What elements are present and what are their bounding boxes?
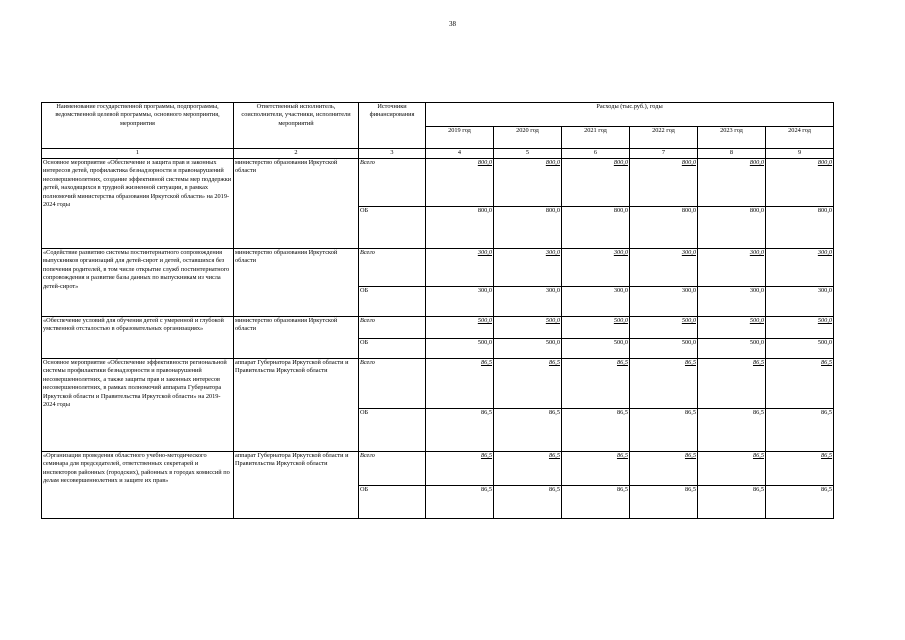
measure-name: «Организация проведения областного учебно-методического семинара для председателей, ответственных секретарей и инспекторов районных (городских), районных в городах комиссий по делам несовершеннолетних и защите их прав» (42, 452, 234, 519)
total-value: 86,5 (766, 359, 834, 409)
program-row-total (42, 359, 834, 409)
total-value: 500,0 (698, 317, 766, 339)
ob-value: 300,0 (426, 287, 494, 317)
ob-value: 86,5 (766, 486, 834, 519)
column-number: 3 (359, 149, 426, 159)
total-value: 800,0 (494, 159, 562, 207)
budget-table (41, 102, 834, 519)
ob-value: 86,5 (494, 409, 562, 452)
column-number: 1 (42, 149, 234, 159)
page-number: 38 (449, 20, 456, 28)
total-value: 86,5 (494, 452, 562, 486)
column-number: 8 (698, 149, 766, 159)
header-year: 2021 год (562, 127, 630, 149)
total-value: 300,0 (562, 249, 630, 287)
ob-value: 500,0 (698, 339, 766, 359)
column-number: 4 (426, 149, 494, 159)
executor: аппарат Губернатора Иркутской области и Правительства Иркутской области (234, 359, 359, 452)
total-value: 300,0 (426, 249, 494, 287)
total-value: 500,0 (494, 317, 562, 339)
column-number: 6 (562, 149, 630, 159)
ob-value: 800,0 (766, 207, 834, 249)
header-year: 2022 год (630, 127, 698, 149)
column-number: 9 (766, 149, 834, 159)
column-number: 2 (234, 149, 359, 159)
total-value: 86,5 (630, 359, 698, 409)
source-total: Всего (359, 249, 426, 287)
header-year: 2023 год (698, 127, 766, 149)
total-value: 300,0 (766, 249, 834, 287)
total-value: 800,0 (562, 159, 630, 207)
ob-value: 86,5 (562, 409, 630, 452)
total-value: 800,0 (766, 159, 834, 207)
source-total: Всего (359, 317, 426, 339)
ob-value: 86,5 (494, 486, 562, 519)
program-row-total (42, 159, 834, 207)
source-ob: ОБ (359, 339, 426, 359)
executor: аппарат Губернатора Иркутской области и Правительства Иркутской области (234, 452, 359, 519)
total-value: 500,0 (630, 317, 698, 339)
header-year: 2020 год (494, 127, 562, 149)
total-value: 300,0 (630, 249, 698, 287)
source-ob: ОБ (359, 207, 426, 249)
ob-value: 800,0 (630, 207, 698, 249)
ob-value: 500,0 (630, 339, 698, 359)
program-row-total (42, 249, 834, 287)
total-value: 86,5 (426, 359, 494, 409)
total-value: 86,5 (698, 452, 766, 486)
measure-name: «Содействие развитию системы постинтернатного сопровождения выпускников организаций для детей-сирот и детей, оставшихся без попечения родителей, в том числе открытие служб постинтернатного сопровождения и развитие базы данных по выпускникам из числа детей-сирот» (42, 249, 234, 317)
ob-value: 300,0 (698, 287, 766, 317)
ob-value: 800,0 (562, 207, 630, 249)
measure-name: «Обеспечение условий для обучения детей с умеренной и глубокой умственной отсталостью в образовательных организациях» (42, 317, 234, 359)
ob-value: 86,5 (562, 486, 630, 519)
total-value: 500,0 (766, 317, 834, 339)
column-number: 5 (494, 149, 562, 159)
header-executor: Ответственный исполнитель, соисполнители, участники, исполнители мероприятий (234, 103, 359, 149)
ob-value: 500,0 (494, 339, 562, 359)
total-value: 86,5 (766, 452, 834, 486)
program-row-total (42, 452, 834, 486)
ob-value: 86,5 (426, 409, 494, 452)
header-year: 2019 год (426, 127, 494, 149)
total-value: 500,0 (562, 317, 630, 339)
ob-value: 300,0 (562, 287, 630, 317)
ob-value: 800,0 (698, 207, 766, 249)
ob-value: 300,0 (630, 287, 698, 317)
total-value: 86,5 (562, 359, 630, 409)
source-total: Всего (359, 159, 426, 207)
total-value: 800,0 (698, 159, 766, 207)
ob-value: 800,0 (494, 207, 562, 249)
ob-value: 800,0 (426, 207, 494, 249)
ob-value: 86,5 (426, 486, 494, 519)
ob-value: 500,0 (426, 339, 494, 359)
total-value: 86,5 (562, 452, 630, 486)
header-expenses: Расходы (тыс.руб.), годы (426, 103, 834, 127)
total-value: 300,0 (494, 249, 562, 287)
ob-value: 500,0 (766, 339, 834, 359)
total-value: 86,5 (494, 359, 562, 409)
total-value: 86,5 (698, 359, 766, 409)
ob-value: 86,5 (698, 409, 766, 452)
program-row-total (42, 317, 834, 339)
ob-value: 86,5 (630, 486, 698, 519)
total-value: 300,0 (698, 249, 766, 287)
total-value: 800,0 (426, 159, 494, 207)
executor: министерство образования Иркутской области (234, 317, 359, 359)
ob-value: 300,0 (494, 287, 562, 317)
header-year: 2024 год (766, 127, 834, 149)
ob-value: 86,5 (698, 486, 766, 519)
executor: министерство образования Иркутской области (234, 249, 359, 317)
total-value: 800,0 (630, 159, 698, 207)
source-ob: ОБ (359, 486, 426, 519)
total-value: 86,5 (630, 452, 698, 486)
source-ob: ОБ (359, 287, 426, 317)
ob-value: 300,0 (766, 287, 834, 317)
total-value: 86,5 (426, 452, 494, 486)
ob-value: 86,5 (630, 409, 698, 452)
measure-name: Основное мероприятие «Обеспечение эффективности региональной системы профилактики безнадзорности и правонарушений несовершеннолетних, а также защиты прав и законных интересов несовершеннолетних, в рамках полномочий аппарата Губернатора Иркутской области и Правительства Иркутской области» на 2019-2024 годы (42, 359, 234, 452)
total-value: 500,0 (426, 317, 494, 339)
ob-value: 86,5 (766, 409, 834, 452)
column-number: 7 (630, 149, 698, 159)
measure-name: Основное мероприятие «Обеспечение и защита прав и законных интересов детей, профилактика безнадзорности и правонарушений несовершеннолетних, создание эффективной системы мер поддержки детей, находящихся в трудной жизненной ситуации, в рамках полномочий министерства образования Иркутской области» на 2019-2024 годы (42, 159, 234, 249)
executor: министерство образования Иркутской области (234, 159, 359, 249)
source-total: Всего (359, 359, 426, 409)
header-source: Источники финансирования (359, 103, 426, 149)
header-name: Наименование государственной программы, подпрограммы, ведомственной целевой программы, основного мероприятия, мероприятия (42, 103, 234, 149)
ob-value: 500,0 (562, 339, 630, 359)
source-total: Всего (359, 452, 426, 486)
source-ob: ОБ (359, 409, 426, 452)
